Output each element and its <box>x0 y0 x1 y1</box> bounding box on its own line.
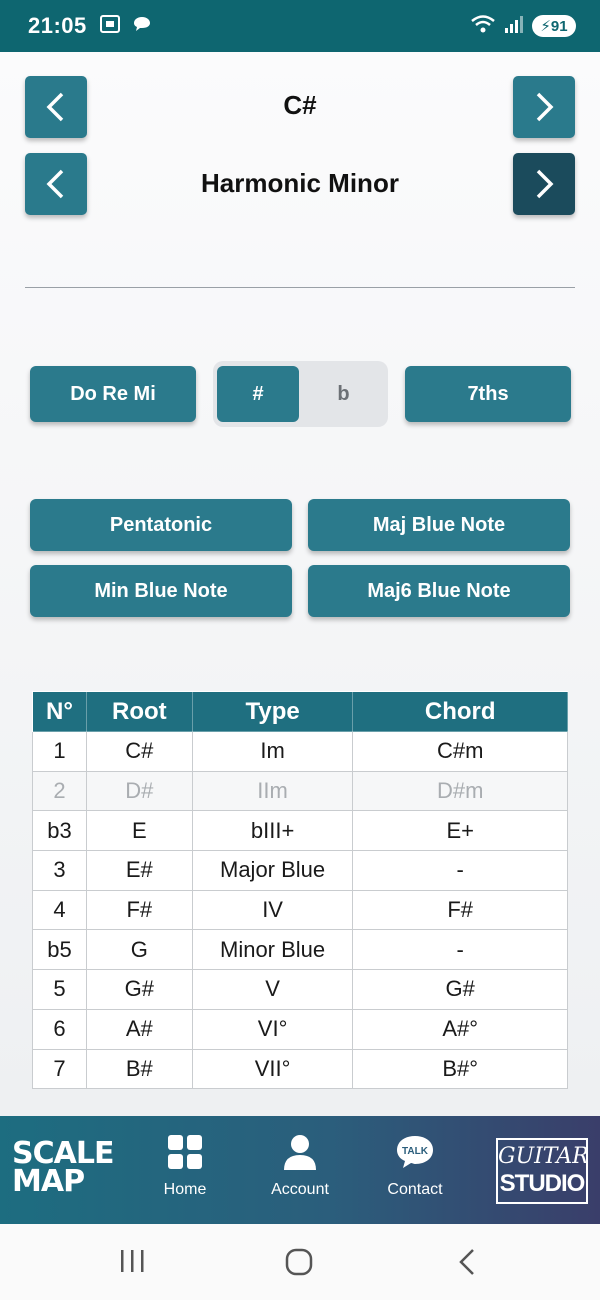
table-body <box>33 732 568 1089</box>
cell-type: VI° <box>192 1009 353 1049</box>
table-row <box>33 1049 568 1089</box>
table-row <box>33 771 568 811</box>
status-time: 21:05 <box>28 13 87 38</box>
wifi-icon <box>470 14 496 39</box>
back-system-button[interactable] <box>458 1248 476 1281</box>
cell-root: E# <box>86 851 192 891</box>
scale-prev-button[interactable] <box>25 153 87 215</box>
home-circle-icon <box>285 1248 313 1276</box>
person-icon <box>282 1134 318 1170</box>
header-root: Root <box>86 692 192 732</box>
cell-type: V <box>192 970 353 1010</box>
table-row <box>33 1009 568 1049</box>
flat-toggle[interactable]: b <box>337 382 350 405</box>
nav-account[interactable] <box>250 1134 350 1199</box>
cell-type: bIII+ <box>192 811 353 851</box>
cell-type: IIm <box>192 771 353 811</box>
cell-n: 2 <box>33 771 87 811</box>
key-next-button[interactable] <box>513 76 575 138</box>
talk-bubble-icon <box>395 1134 435 1170</box>
back-chevron-icon <box>458 1248 476 1276</box>
guitar-studio-logo <box>496 1138 588 1204</box>
cell-chord: E+ <box>353 811 568 851</box>
nav-home-label: Home <box>163 1181 207 1198</box>
cell-type: IV <box>192 890 353 930</box>
table-header-row <box>33 692 568 732</box>
cell-chord: B#° <box>353 1049 568 1089</box>
chat-bubble-icon <box>133 15 151 38</box>
cell-root: F# <box>86 890 192 930</box>
battery-indicator: ⚡91 <box>532 15 576 37</box>
chevron-left-icon <box>44 168 68 200</box>
solfege-button[interactable]: Do Re Mi <box>30 366 196 422</box>
cell-type: Im <box>192 732 353 772</box>
status-right <box>470 14 576 39</box>
recent-apps-button[interactable] <box>118 1248 146 1279</box>
key-label: C# <box>283 90 317 120</box>
logo-line-2: MAP <box>12 1164 85 1199</box>
cell-chord: G# <box>353 970 568 1010</box>
header-number: N° <box>33 692 87 732</box>
chevron-right-icon <box>532 91 556 123</box>
cell-type: VII° <box>192 1049 353 1089</box>
chevron-left-icon <box>44 91 68 123</box>
system-nav-bar <box>0 1224 600 1300</box>
cell-chord: A#° <box>353 1009 568 1049</box>
cell-chord: D#m <box>353 771 568 811</box>
chord-table <box>32 691 568 1089</box>
cell-n: b5 <box>33 930 87 970</box>
divider <box>25 287 575 288</box>
nav-home[interactable] <box>135 1134 235 1199</box>
logo-line-1: SCALE <box>12 1136 114 1171</box>
cell-n: 1 <box>33 732 87 772</box>
header-type: Type <box>192 692 353 732</box>
cell-n: 3 <box>33 851 87 891</box>
logo-studio: STUDIO <box>499 1170 585 1197</box>
status-left <box>28 13 151 39</box>
chevron-right-icon <box>532 168 556 200</box>
cell-n: 7 <box>33 1049 87 1089</box>
maj-blue-note-button[interactable]: Maj Blue Note <box>308 499 570 551</box>
talk-badge: TALK <box>402 1146 428 1157</box>
maj6-blue-note-button[interactable]: Maj6 Blue Note <box>308 565 570 617</box>
cell-chord: - <box>353 851 568 891</box>
cell-chord: F# <box>353 890 568 930</box>
accidental-toggle <box>213 361 388 427</box>
status-bar <box>0 0 600 52</box>
nav-contact[interactable] <box>365 1134 465 1199</box>
sharp-toggle[interactable]: # <box>217 366 299 422</box>
min-blue-note-button[interactable]: Min Blue Note <box>30 565 292 617</box>
cell-root: C# <box>86 732 192 772</box>
table-row <box>33 890 568 930</box>
cell-root: D# <box>86 771 192 811</box>
cell-root: E <box>86 811 192 851</box>
screenshot-icon <box>99 14 121 39</box>
cell-n: 5 <box>33 970 87 1010</box>
cell-root: A# <box>86 1009 192 1049</box>
nav-account-label: Account <box>271 1181 329 1198</box>
recent-apps-icon <box>118 1248 146 1274</box>
home-system-button[interactable] <box>285 1248 313 1281</box>
cell-n: 6 <box>33 1009 87 1049</box>
cell-root: G <box>86 930 192 970</box>
scale-next-button[interactable] <box>513 153 575 215</box>
table-row <box>33 811 568 851</box>
header-chord: Chord <box>353 692 568 732</box>
table-row <box>33 851 568 891</box>
cell-root: B# <box>86 1049 192 1089</box>
cell-n: 4 <box>33 890 87 930</box>
bottom-nav <box>0 1116 600 1224</box>
battery-level: 91 <box>550 18 568 35</box>
cell-chord: C#m <box>353 732 568 772</box>
cell-n: b3 <box>33 811 87 851</box>
sevenths-button[interactable]: 7ths <box>405 366 571 422</box>
logo-guitar: GUITAR <box>498 1144 589 1169</box>
nav-contact-label: Contact <box>387 1181 443 1198</box>
table-row <box>33 732 568 772</box>
app-content <box>0 52 600 1116</box>
table-row <box>33 970 568 1010</box>
pentatonic-button[interactable]: Pentatonic <box>30 499 292 551</box>
scale-label: Harmonic Minor <box>201 168 399 198</box>
grid-icon <box>167 1134 203 1170</box>
cell-type: Minor Blue <box>192 930 353 970</box>
signal-icon <box>504 14 524 39</box>
key-prev-button[interactable] <box>25 76 87 138</box>
cell-root: G# <box>86 970 192 1010</box>
scale-map-logo <box>12 1136 114 1199</box>
cell-type: Major Blue <box>192 851 353 891</box>
cell-chord: - <box>353 930 568 970</box>
table-row <box>33 930 568 970</box>
